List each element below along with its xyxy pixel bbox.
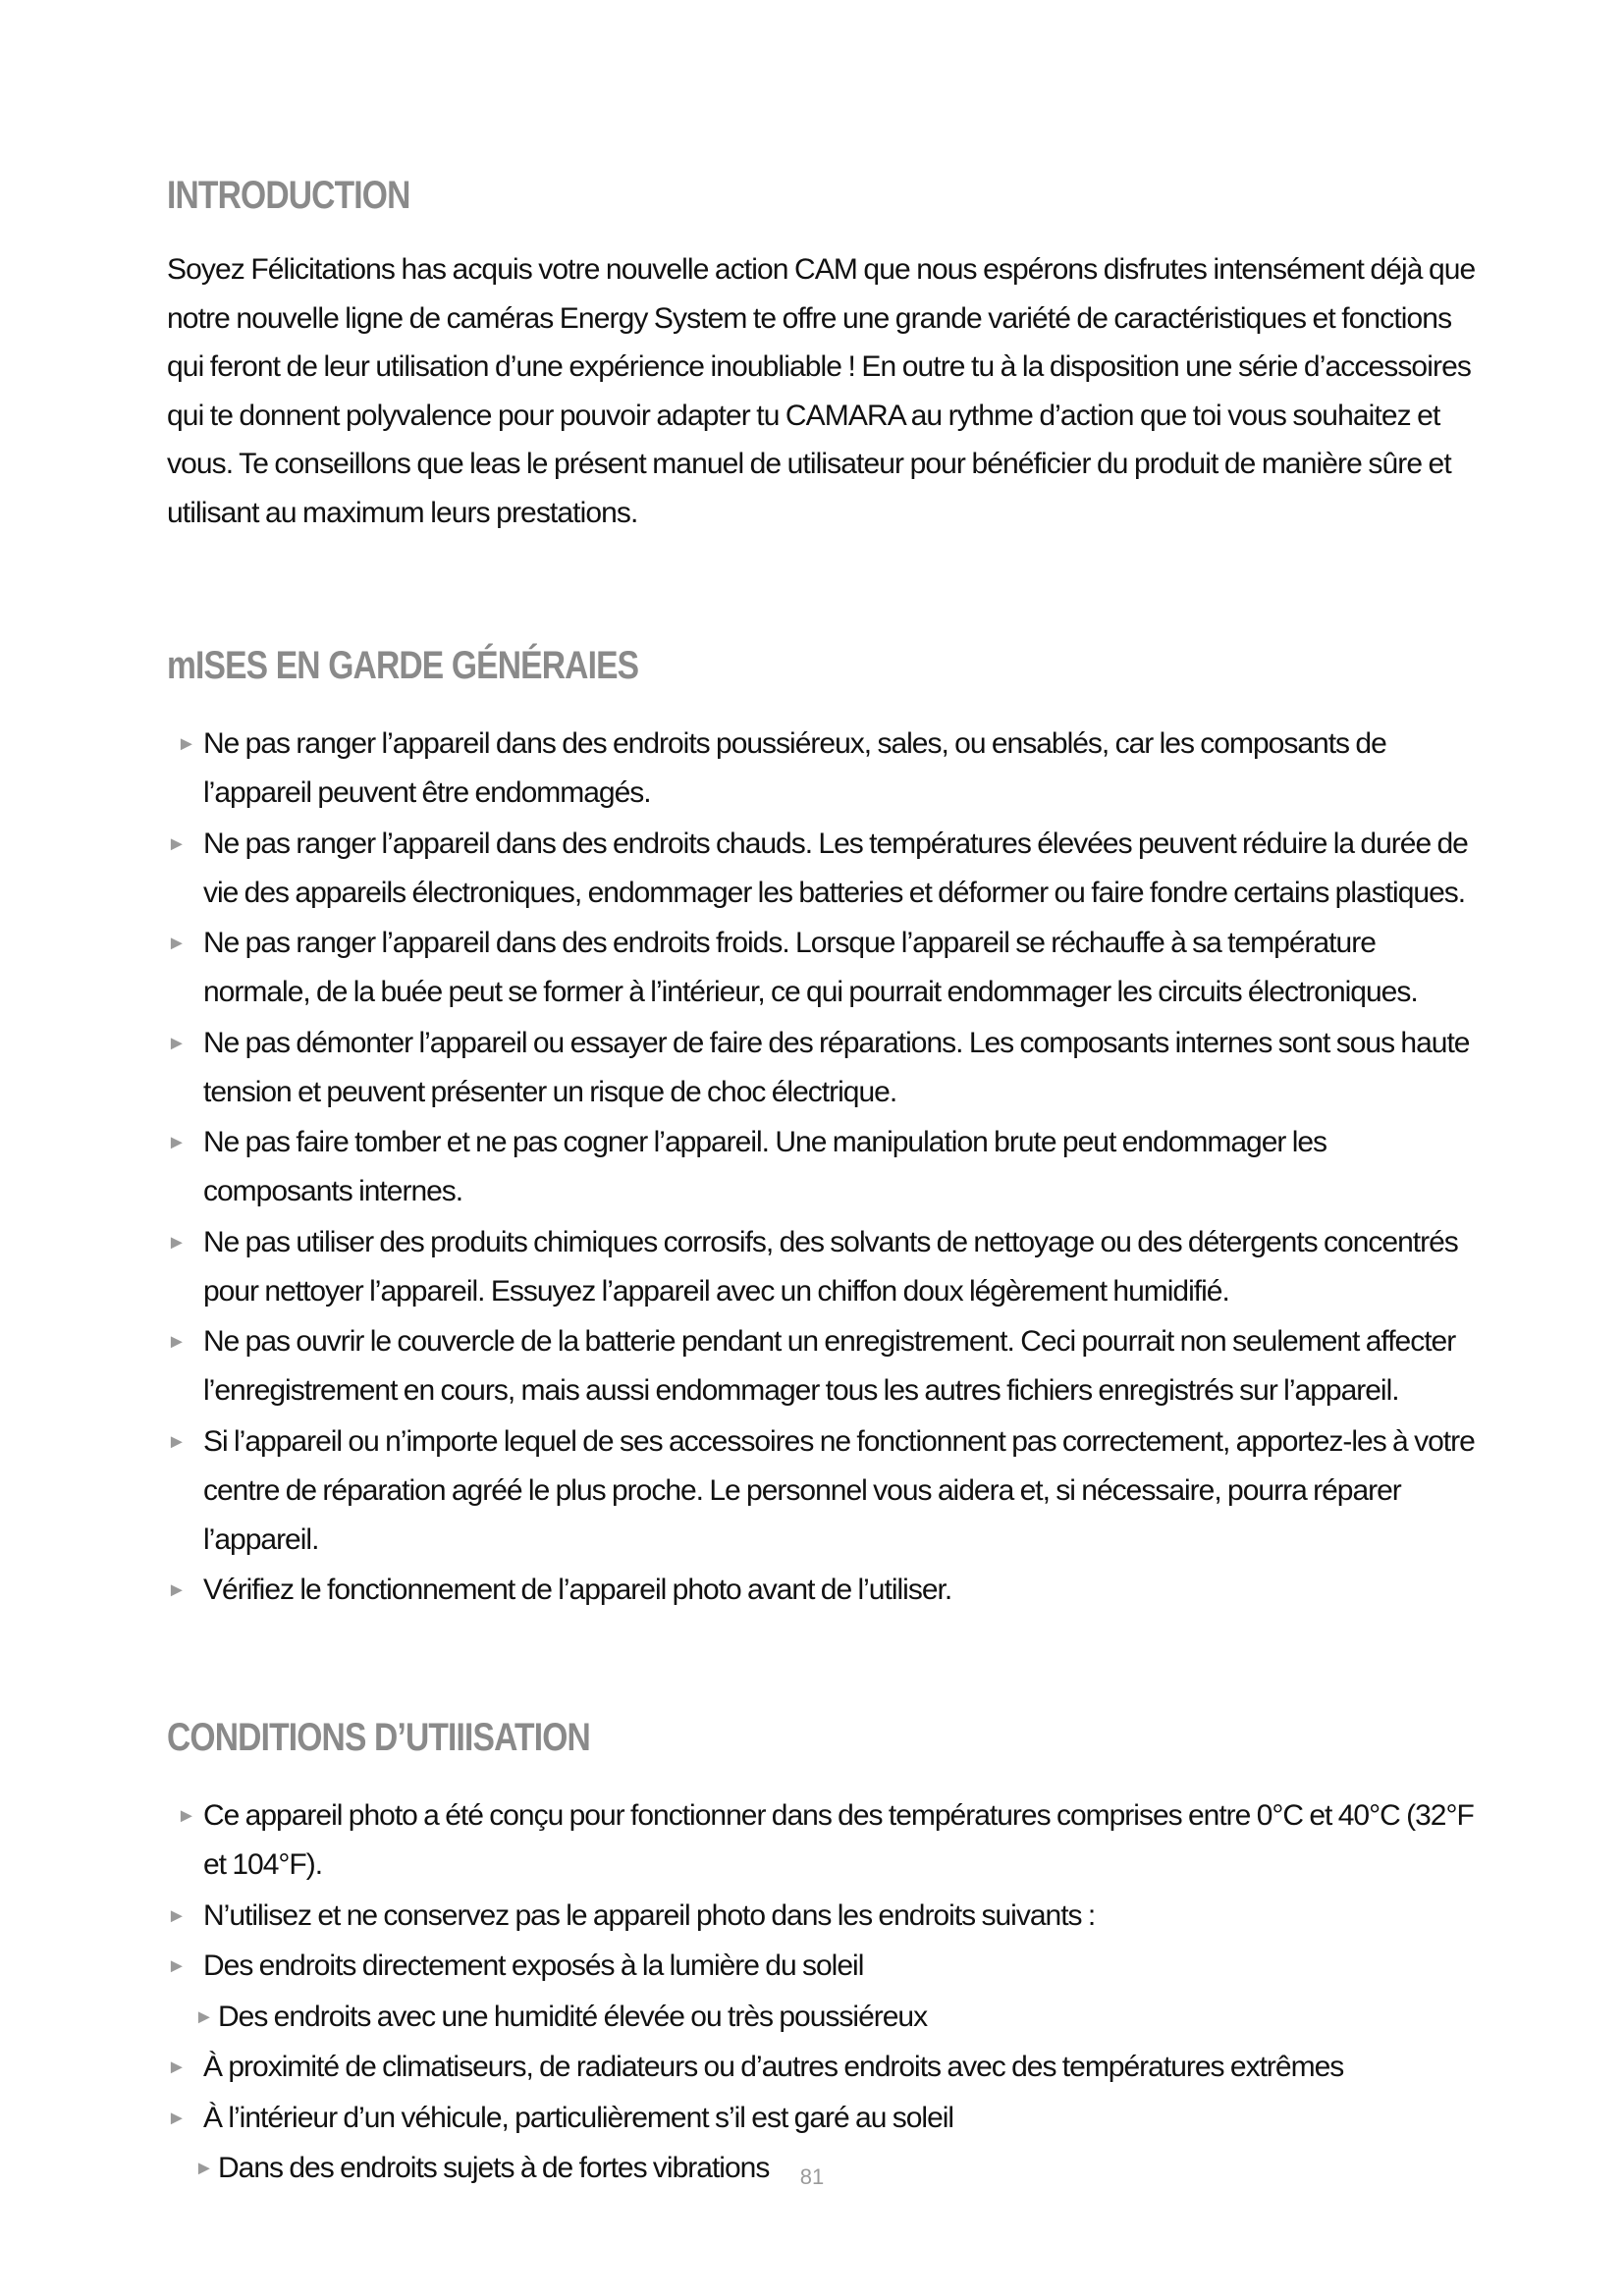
arrow-bullet-icon: ► <box>167 1579 186 1601</box>
arrow-bullet-icon: ► <box>167 1430 186 1453</box>
arrow-bullet-icon: ► <box>167 1132 186 1153</box>
conditions-section <box>167 1709 1483 2193</box>
list-item: ► Ne pas ouvrir le couvercle de la batterie pendant un enregistrement. Ceci pourrait non seulement affecter l’enregistrement en cours, mais aussi endommager tous les autres fichiers enregistrés sur l’appareil. <box>167 1317 1480 1415</box>
list-item: ► Vérifiez le fonctionnement de l’appareil photo avant de l’utiliser. <box>167 1566 1480 1615</box>
list-item: ► Dans des endroits sujets à de fortes vibrations <box>167 2144 1494 2193</box>
list-item: ► Des endroits directement exposés à la lumière du soleil <box>167 1942 1480 1991</box>
arrow-bullet-icon: ► <box>167 1331 186 1353</box>
list-item: ► À proximité de climatiseurs, de radiateurs ou d’autres endroits avec des températures extrêmes <box>167 2043 1480 2092</box>
list-item: ► Ce appareil photo a été conçu pour fonctionner dans des températures comprises entre 0°C et 40°C (32°F et 104°F). <box>167 1791 1480 1890</box>
list-item: ► Ne pas ranger l’appareil dans des endroits poussiéreux, sales, ou ensablés, car les composants de l’appareil peuvent être endommagés. <box>167 720 1480 818</box>
arrow-bullet-icon: ► <box>167 1955 186 1977</box>
page-number: 81 <box>799 2164 825 2189</box>
conditions-heading: CONDITIONS D’UTIIISATION <box>167 1716 590 1759</box>
list-item: ► Ne pas démonter l’appareil ou essayer de faire des réparations. Les composants internes sont sous haute tension et peuvent présenter un risque de choc électrique. <box>167 1019 1480 1117</box>
list-item: ► Si l’appareil ou n’importe lequel de ses accessoires ne fonctionnent pas correctement, apportez-les à votre centre de réparation agréé le plus proche. Le personnel vous aidera et, si nécessaire, pourra réparer l’appareil. <box>167 1417 1480 1565</box>
arrow-bullet-icon: ► <box>177 733 195 755</box>
arrow-bullet-icon: ► <box>177 1805 195 1827</box>
warnings-list <box>167 720 1483 1615</box>
page-content <box>167 167 1483 2195</box>
list-item: ► Ne pas ranger l’appareil dans des endroits froids. Lorsque l’appareil se réchauffe à sa température normale, de la buée peut se former à l’intérieur, ce qui pourrait endommager les circuits électroniques. <box>167 919 1480 1017</box>
arrow-bullet-icon: ► <box>194 2005 213 2028</box>
warnings-section <box>167 637 1483 1615</box>
arrow-bullet-icon: ► <box>167 933 186 954</box>
arrow-bullet-icon: ► <box>167 1032 186 1054</box>
list-item: ► Ne pas faire tomber et ne pas cogner l’appareil. Une manipulation brute peut endommager les composants internes. <box>167 1118 1480 1216</box>
arrow-bullet-icon: ► <box>167 2056 186 2078</box>
arrow-bullet-icon: ► <box>167 2107 186 2129</box>
list-item: ► Ne pas ranger l’appareil dans des endroits chauds. Les températures élevées peuvent réduire la durée de vie des appareils électroniques, endommager les batteries et déformer ou faire fondre certains plastiques. <box>167 820 1480 918</box>
list-item: ► À l’intérieur d’un véhicule, particulièrement s’il est garé au soleil <box>167 2094 1480 2143</box>
arrow-bullet-icon: ► <box>167 1231 186 1254</box>
arrow-bullet-icon: ► <box>167 832 186 855</box>
list-item: ► Des endroits avec une humidité élevée ou très poussiéreux <box>167 1993 1494 2042</box>
list-item: ► N’utilisez et ne conservez pas le appareil photo dans les endroits suivants : <box>167 1892 1480 1941</box>
arrow-bullet-icon: ► <box>167 1904 186 1927</box>
introduction-paragraph: Soyez Félicitations has acquis votre nouvelle action CAM que nous espérons disfrutes intensément déjà que notre nouvelle ligne de caméras Energy System te offre une grande variété de caractéristiques et fonctions qui feront de leur utilisation d’une expérience inoubliable ! En outre tu à la disposition une série d’accessoires qui te donnent polyvalence pour pouvoir adapter tu CAMARA au rythme d’action que toi vous souhaitez et vous. Te conseillons que leas le présent manuel de utilisateur pour bénéficier du produit de manière sûre et utilisant au maximum leurs prestations. <box>167 253 1476 529</box>
list-item: ► Ne pas utiliser des produits chimiques corrosifs, des solvants de nettoyage ou des détergents concentrés pour nettoyer l’appareil. Essuyez l’appareil avec un chiffon doux légèrement humidifié. <box>167 1218 1480 1316</box>
arrow-bullet-icon: ► <box>194 2158 213 2179</box>
introduction-heading: INTRODUCTION <box>167 174 410 217</box>
conditions-list <box>167 1791 1483 2193</box>
warnings-heading: mISES EN GARDE GÉNÉRAIES <box>167 644 639 687</box>
